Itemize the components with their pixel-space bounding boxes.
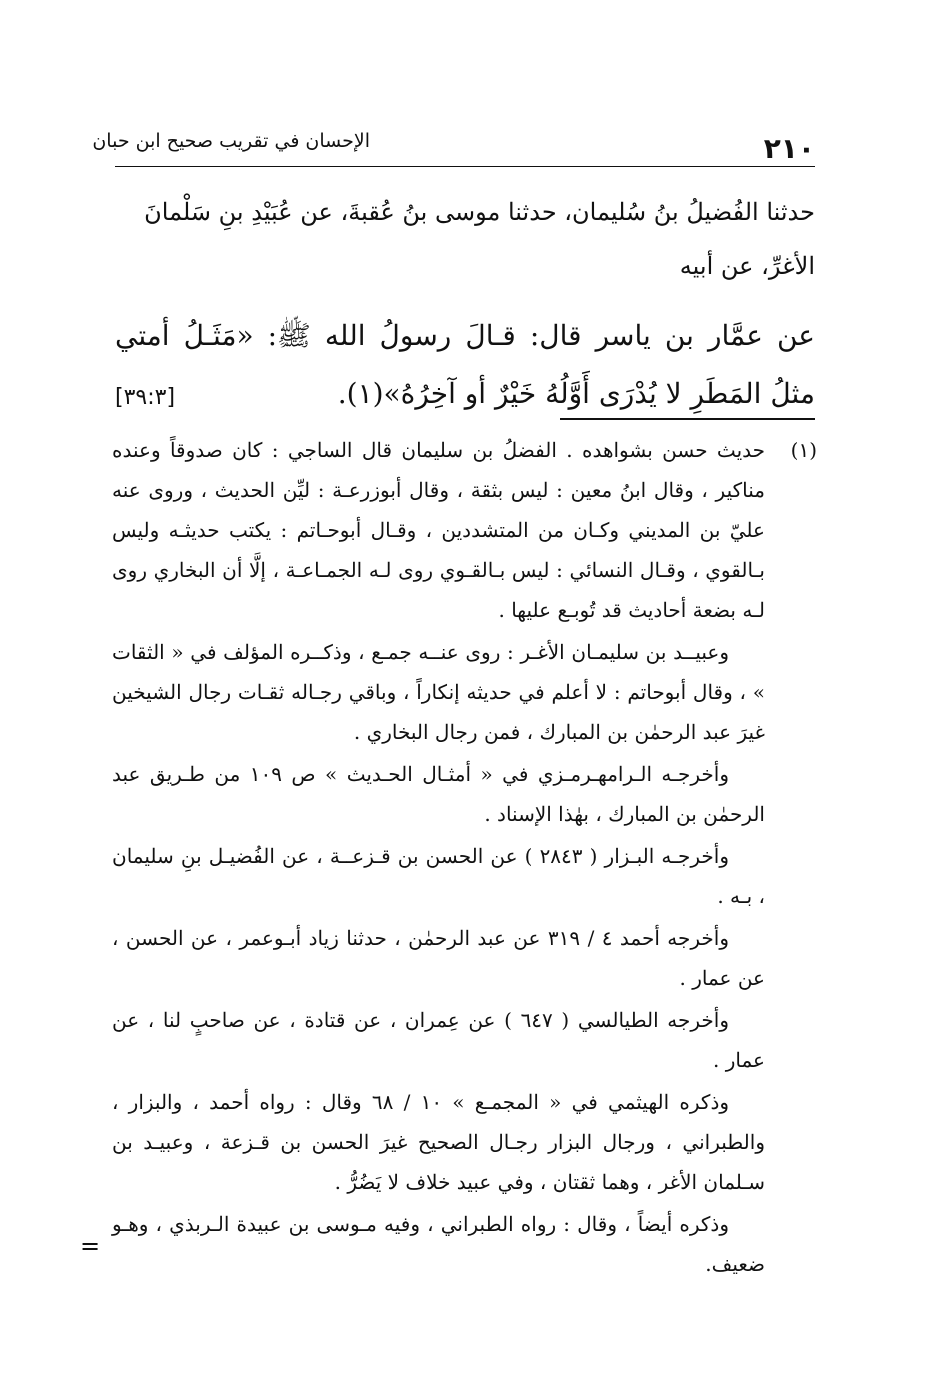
footnote-paragraph: وذكره أيضاً ، وقال : رواه الطبراني ، وفيه مـوسى بن عبيدة الـربذي ، وهـو ضعيف. [112, 1212, 765, 1276]
footnote-section [112, 430, 817, 1286]
hadith-reference: [٣٩:٣] [115, 385, 176, 410]
page-number: ٢١٠ [763, 132, 815, 165]
hadith-matn-text: عن عمَّار بن ياسر قال: قـالَ رسولُ الله ﷺ: «مَثَـلُ أمتي مثلُ المَطَرِ لا يُدْرَى أَوَّلُهُ خَيْرٌ أو آخِرُهُ»(١). [115, 319, 815, 410]
hadith-matn [115, 307, 815, 423]
hadith-text [115, 185, 815, 427]
footnote-paragraph: وأخرجـه الـرامهـرمـزي في « أمثـال الحـديث » ص ١٠٩ من طـريق عبد الرحمٰن بن المبارك ، بهٰذا الإسناد . [112, 762, 765, 826]
hadith-isnad: حدثنا الفُضيلُ بنُ سُليمان، حدثنا موسى بنُ عُقبةَ، عن عُبَيْدِ بنِ سَلْمانَ الأغرِّ، عن أبيه [144, 198, 815, 280]
footnote-paragraph: وأخرجـه البـزار ( ٢٨٤٣ ) عن الحسن بن قـزعــة ، عن الفُضيـل بنِ سليمان ، بـه . [112, 844, 765, 908]
footnote-body [112, 430, 765, 1284]
running-title: الإحسان في تقريب صحيح ابن حبان [92, 130, 370, 152]
page-header [92, 122, 815, 167]
continuation-mark: = [80, 1232, 101, 1260]
footnote-paragraph: وذكره الهيثمي في « المجمـع » ١٠ / ٦٨ وقال : رواه أحمد ، والبزار ، والطبراني ، ورجال البزار رجـال الصحيح غيرَ الحسن بن قـزعة ، وعبيـد بن سـلمان الأغر ، وهما ثقتان ، وفي عبيد خلاف لا يَضُرُّ . [112, 1090, 765, 1194]
footnote-marker: (١) [790, 438, 817, 462]
footnote-paragraph: وعبيــد بن سليمـان الأغـر : روى عنــه جمـع ، وذكــره المؤلف في « الثقات » ، وقال أبوحاتم : لا أعلم في حديثه إنكاراً ، وباقي رجـاله ثقـات رجال الشيخين غيرَ عبد الرحمٰن بن المبارك ، فمن رجال البخاري . [112, 640, 765, 744]
footnote-paragraph: حديث حسن بشواهده . الفضلُ بن سليمان قال الساجي : كان صدوقاً وعنده مناكير ، وقال ابنُ معين : ليس بثقة ، وقال أبوزرعـة : ليِّن الحديث ، وروى عنه عليّ بن المديني وكـان من المتشددين ، وقـال أبوحـاتم : يكتب حديثـه وليس بـالقوي ، وقـال النسائي : ليس بـالقـوي روى لـه الجمـاعـة ، إلَّا أن البخاري روى لـه بضعة أحاديث قد تُوبـع عليها . [112, 438, 765, 622]
footnote-paragraph: وأخرجه الطيالسي ( ٦٤٧ ) عن عِمران ، عن قتادة ، عن صاحبٍ لنا ، عن عمار . [112, 1008, 765, 1072]
footnote-separator [560, 418, 815, 420]
footnote-paragraph: وأخرجه أحمد ٤ / ٣١٩ عن عبد الرحمٰن ، حدثنا زياد أبـوعمر ، عن الحسن ، عن عمار . [112, 926, 765, 990]
